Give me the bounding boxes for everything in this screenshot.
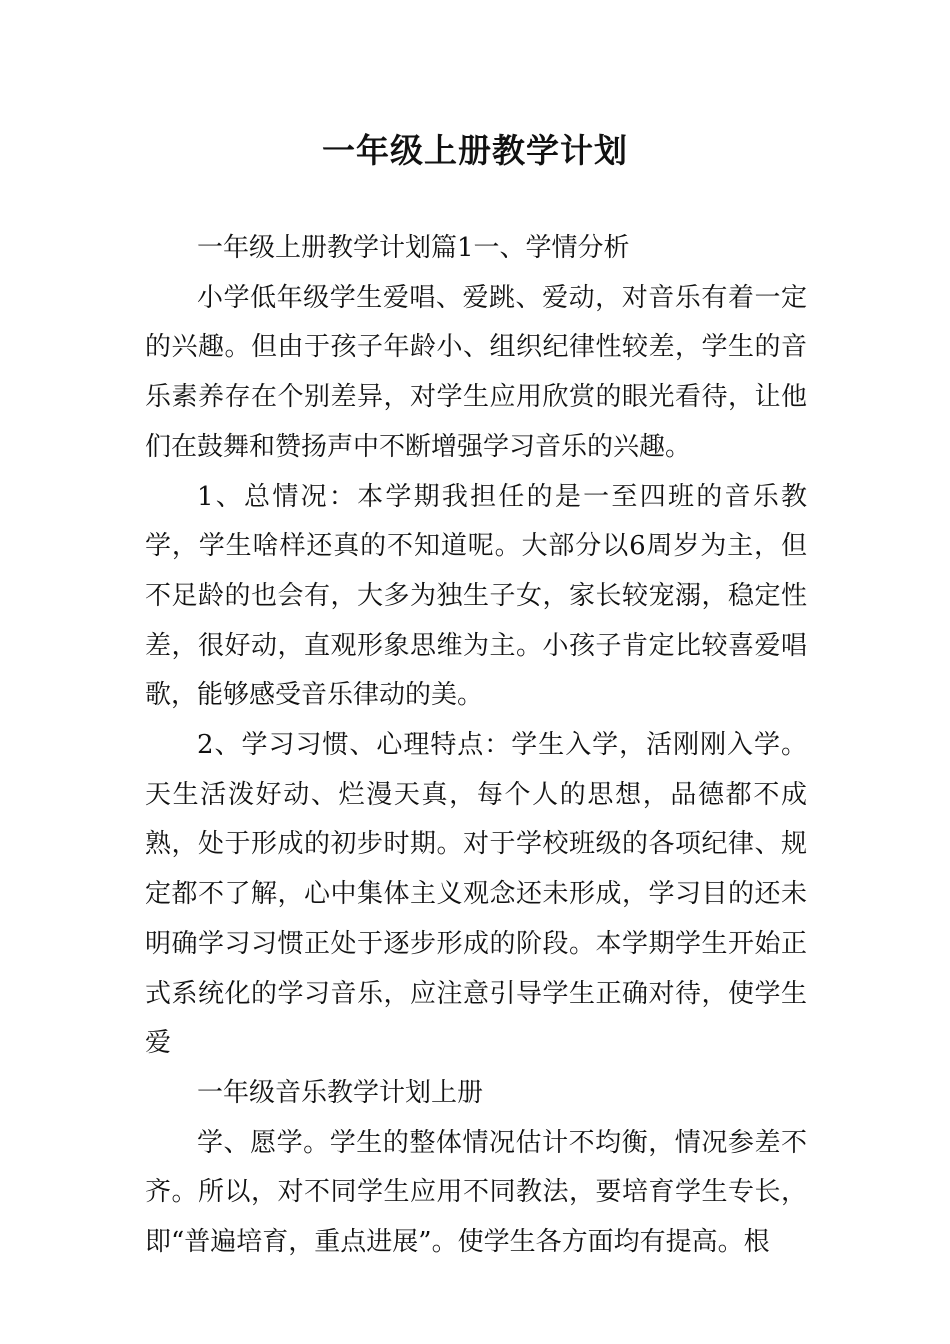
- paragraph-intro: 小学低年级学生爱唱、爱跳、爱动，对音乐有着一定的兴趣。但由于孩子年龄小、组织纪律性较差，学生的音乐素养存在个别差异，对学生应用欣赏的眼光看待，让他们在鼓舞和赞扬声中不断增强学习音乐的兴趣。: [145, 282, 807, 462]
- paragraph-general-situation: 1、总情况：本学期我担任的是一至四班的音乐教学，学生啥样还真的不知道呢。大部分以6周岁为主，但不足龄的也会有，大多为独生子女，家长较宠溺，稳定性差，很好动，直观形象思维为主。小孩子肯定比较喜爱唱歌，能够感受音乐律动的美。: [145, 481, 807, 711]
- page-title: 一年级上册教学计划: [322, 131, 628, 170]
- section-heading: 一年级上册教学计划篇1一、学情分析: [197, 233, 630, 263]
- document-body: [145, 224, 807, 1268]
- paragraph-learning-habits: 2、学习习惯、心理特点：学生入学，活刚刚入学。天生活泼好动、烂漫天真，每个人的思想，品德都不成熟，处于形成的初步时期。对于学校班级的各项纪律、规定都不了解，心中集体主义观念还未形成，学习目的还未明确学习习惯正处于逐步形成的阶段。本学期学生开始正式系统化的学习音乐，应注意引导学生正确对待，使学生爱: [145, 730, 807, 1059]
- paragraph-continued: 学、愿学。学生的整体情况估计不均衡，情况参差不齐。所以，对不同学生应用不同教法，要培育学生专长，即“普遍培育，重点进展”。使学生各方面均有提高。根: [145, 1127, 807, 1258]
- page-break-heading: 一年级音乐教学计划上册: [197, 1077, 484, 1108]
